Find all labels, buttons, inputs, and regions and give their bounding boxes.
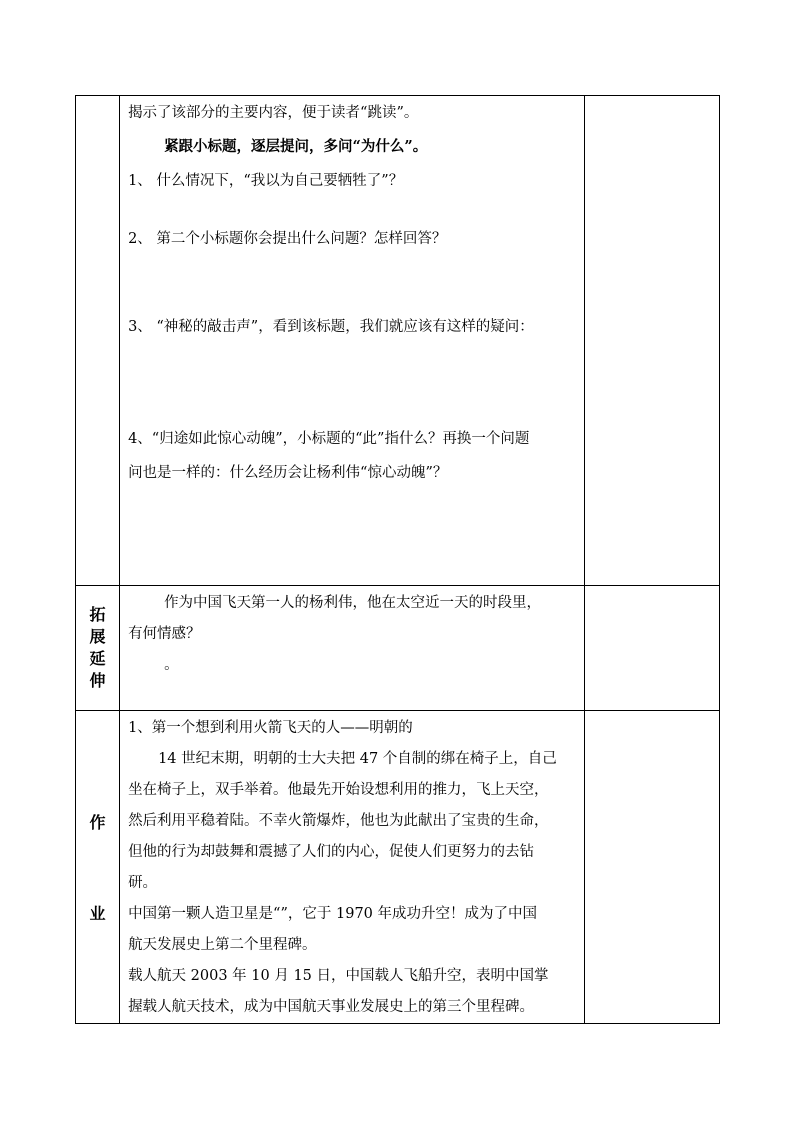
question-2: 2、 第二个小标题你会提出什么问题？怎样回答？ [128, 231, 447, 247]
satellite-line-2: 航天发展史上第二个里程碑。 [128, 937, 317, 953]
table-row [76, 711, 720, 1024]
label-cell-homework [76, 711, 120, 1024]
reading-guide-cell [120, 96, 585, 586]
intro-text: 揭示了该部分的主要内容，便于读者“跳读”。 [128, 105, 419, 121]
spaceflight-line-2: 握载人航天技术，成为中国航天事业发展史上的第三个里程碑。 [128, 999, 535, 1015]
homework-paragraph-line: 然后利用平稳着陆。不幸火箭爆炸，他也为此献出了宝贵的生命， [128, 813, 549, 829]
question-4-line-2: 问也是一样的：什么经历会让杨利伟“惊心动魄”？ [128, 465, 448, 481]
label-char: 伸 [89, 671, 106, 690]
question-1: 1、 什么情况下，“我以为自己要牺牲了”？ [128, 173, 404, 189]
homework-paragraph-line: 但他的行为却鼓舞和震撼了人们的内心，促使人们更努力的去钻 [128, 844, 535, 860]
extension-question-line-2: 有何情感？ [128, 626, 201, 642]
notes-cell [584, 586, 719, 711]
label-char: 业 [89, 904, 106, 923]
table-row [76, 96, 720, 586]
extension-cell [120, 586, 585, 711]
table-row [76, 586, 720, 711]
label-char: 展 [89, 627, 106, 646]
homework-cell [120, 711, 585, 1024]
notes-cell [584, 711, 719, 1024]
lesson-table [75, 95, 720, 1024]
homework-paragraph-line: 坐在椅子上，双手举着。他最先开始设想利用的推力，飞上天空， [128, 782, 549, 798]
extension-answer-blank: 。 [164, 657, 179, 673]
question-3: 3、 “神秘的敲击声”，看到该标题，我们就应该有这样的疑问： [128, 319, 534, 335]
label-cell-empty [76, 96, 120, 586]
subheading-text: 紧跟小标题，逐层提问，多问“为什么”。 [164, 138, 428, 155]
notes-cell [584, 96, 719, 586]
spaceflight-line-1: 载人航天 2003 年 10 月 15 日，中国载人飞船升空，表明中国掌 [128, 968, 549, 984]
satellite-line-1: 中国第一颗人造卫星是“”，它于 1970 年成功升空！成为了中国 [128, 906, 538, 922]
homework-paragraph-line: 14 世纪末期，明朝的士大夫把 47 个自制的绑在椅子上，自己 [158, 751, 557, 767]
question-4-line-1: 4、“归途如此惊心动魄”，小标题的“此”指什么？再换一个问题 [128, 431, 530, 447]
homework-paragraph-line: 研。 [128, 875, 158, 891]
extension-question-line-1: 作为中国飞天第一人的杨利伟，他在太空近一天的时段里， [164, 595, 542, 611]
homework-heading: 1、第一个想到利用火箭飞天的人——明朝的 [128, 720, 413, 736]
label-char: 作 [89, 813, 106, 832]
label-char: 拓 [89, 605, 106, 624]
label-cell-extension [76, 586, 120, 711]
label-char: 延 [89, 649, 106, 668]
